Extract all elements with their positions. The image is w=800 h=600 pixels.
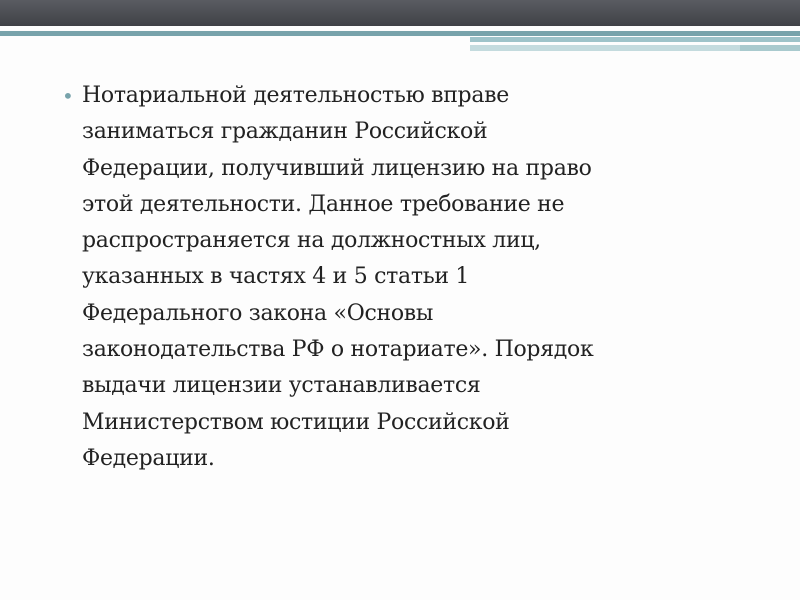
slide-content	[62, 78, 752, 477]
header-accent-stripe-right-upper	[470, 37, 800, 42]
header-accent-stripe-right-end	[740, 45, 800, 51]
header-accent-stripe	[0, 31, 800, 36]
header-bar	[0, 0, 800, 26]
bullet-marker: •	[62, 84, 74, 108]
bullet-item	[62, 78, 752, 477]
header-bar-shade	[0, 0, 800, 26]
bullet-paragraph: Нотариальной деятельностью вправе заниматься гражданин Российской Федерации, получивший лицензию на право этой деятельности. Данное требование не распространяется на должностных лиц, указанных в частях 4 и 5 статьи 1 Федерального закона «Основы законодательства РФ о нотариате». Порядок выдачи лицензии устанавливается Министерством юстиции Российской Федерации.	[82, 83, 594, 471]
